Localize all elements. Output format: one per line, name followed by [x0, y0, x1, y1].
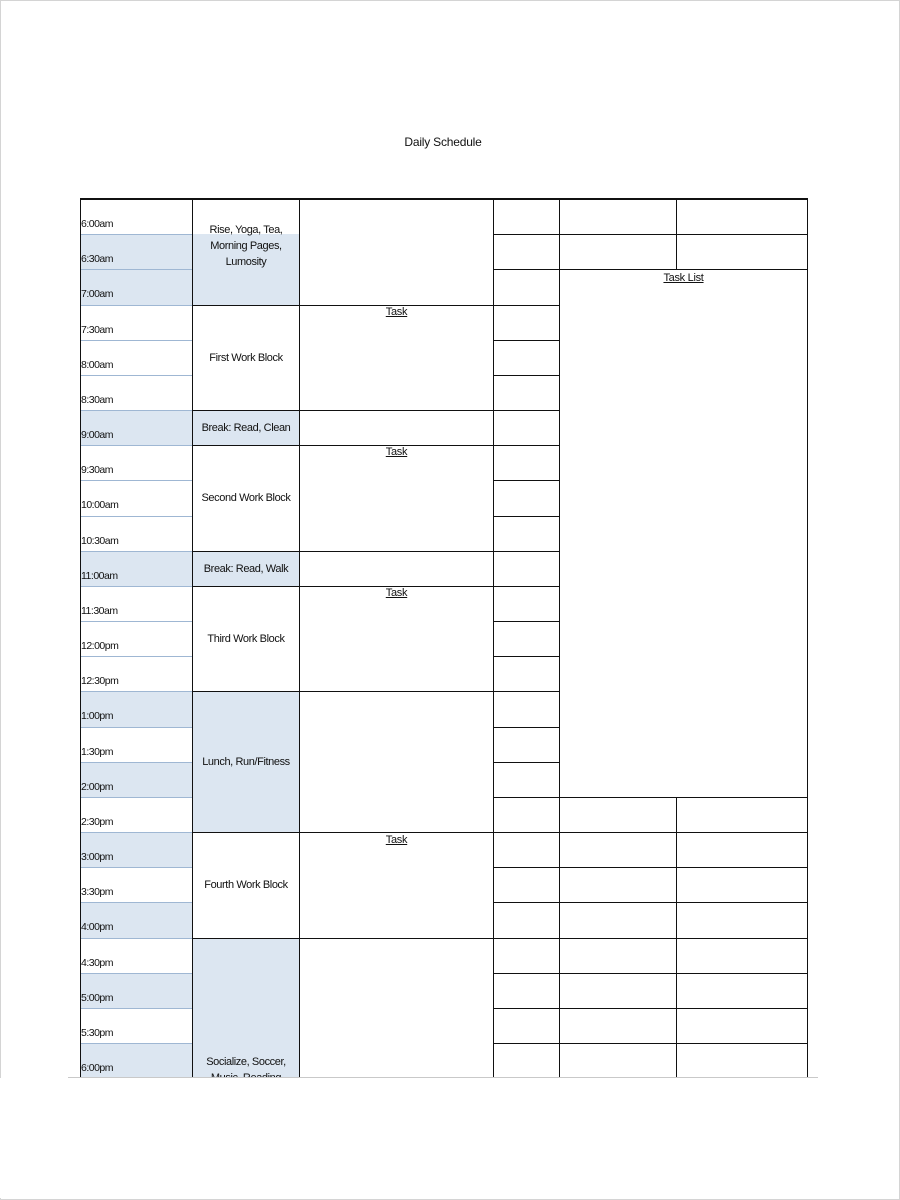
time-label: 9:00am — [81, 429, 114, 441]
check-row-line — [493, 727, 560, 728]
time-row-divider — [81, 797, 192, 798]
check-row-line — [493, 445, 560, 446]
time-row-divider — [81, 269, 192, 270]
check-row-line — [493, 797, 560, 798]
time-label: 5:00pm — [81, 992, 114, 1004]
time-row-divider — [81, 867, 192, 868]
time-row-divider — [81, 1043, 192, 1044]
activity-label: Break: Read, Walk — [203, 562, 289, 575]
time-label: 8:30am — [81, 394, 114, 406]
activity-label: Fourth Work Block — [204, 879, 288, 891]
time-row-divider — [81, 445, 192, 446]
task-header: Task — [385, 306, 408, 318]
activity-label: Rise, Yoga, Tea, Morning Pages, Lumosity — [209, 224, 283, 268]
activity-label: First Work Block — [209, 351, 283, 364]
check-row-line — [493, 234, 560, 235]
time-label: 12:00pm — [81, 640, 119, 652]
check-row-line — [493, 1008, 560, 1009]
check-row-line — [493, 1043, 560, 1044]
time-label: 6:00am — [81, 218, 114, 230]
time-label: 3:30pm — [81, 886, 114, 898]
time-label: 3:00pm — [81, 851, 114, 863]
time-row-divider — [81, 305, 192, 306]
time-row-divider — [81, 551, 192, 552]
check-row-line — [493, 867, 560, 868]
time-label: 2:30pm — [81, 816, 114, 828]
right-bottom-row-line — [559, 1008, 808, 1009]
right-bottom-divider — [676, 797, 677, 1077]
time-row-divider — [81, 938, 192, 939]
time-row-divider — [81, 973, 192, 974]
time-label: 10:30am — [81, 535, 119, 547]
check-row-line — [493, 656, 560, 657]
activity-label: Socialize, Soccer, — [206, 1056, 286, 1068]
check-column-border — [559, 198, 560, 1077]
grid-right-border — [807, 198, 808, 1077]
page-cut-line — [68, 1077, 818, 1078]
time-label: 6:30am — [81, 253, 114, 265]
check-row-line — [493, 586, 560, 587]
check-row-line — [493, 762, 560, 763]
time-label: 4:00pm — [81, 921, 114, 933]
check-row-line — [493, 902, 560, 903]
time-row-divider — [81, 621, 192, 622]
time-label: 11:00am — [81, 570, 118, 582]
time-label: 1:30pm — [81, 746, 114, 758]
check-row-line — [493, 340, 560, 341]
right-bottom-row-line — [559, 1043, 808, 1044]
right-top-row-line — [559, 269, 808, 270]
activity-label: Break: Read, Clean — [201, 421, 291, 434]
time-row-divider — [81, 234, 192, 235]
time-row-divider — [81, 902, 192, 903]
time-label: 8:00am — [81, 359, 114, 371]
right-top-row-line — [559, 234, 808, 235]
check-row-line — [493, 551, 560, 552]
time-row-divider — [81, 480, 192, 481]
check-row-line — [493, 410, 560, 411]
time-label: 11:30am — [81, 605, 118, 617]
check-row-line — [493, 305, 560, 306]
time-row-divider — [81, 762, 192, 763]
time-label: 7:00am — [81, 288, 114, 300]
right-bottom-row-line — [559, 973, 808, 974]
block-divider — [192, 938, 494, 939]
time-row-divider — [81, 1008, 192, 1009]
time-row-divider — [81, 727, 192, 728]
activity-column-border — [299, 198, 300, 1077]
right-bottom-row-line — [559, 938, 808, 939]
time-row-divider — [81, 340, 192, 341]
time-label: 6:00pm — [81, 1062, 114, 1074]
time-row-divider — [81, 656, 192, 657]
time-label: 7:30am — [81, 324, 114, 336]
task-header: Task — [385, 446, 408, 458]
time-label: 4:30pm — [81, 957, 114, 969]
time-label: 5:30pm — [81, 1027, 114, 1039]
right-bottom-row-line — [559, 867, 808, 868]
grid-top-border — [80, 199, 808, 200]
right-bottom-row-line — [559, 797, 808, 798]
activity-label: Third Work Block — [207, 632, 285, 645]
task-list-header: Task List — [663, 272, 704, 284]
time-row-divider — [81, 832, 192, 833]
check-row-line — [493, 516, 560, 517]
time-row-divider — [81, 516, 192, 517]
check-row-line — [493, 973, 560, 974]
time-row-divider — [81, 375, 192, 376]
check-row-line — [493, 269, 560, 270]
time-label: 2:00pm — [81, 781, 114, 793]
time-label: 10:00am — [81, 499, 119, 511]
right-bottom-row-line — [559, 832, 808, 833]
right-bottom-row-line — [559, 902, 808, 903]
check-row-line — [493, 691, 560, 692]
page-title: Daily Schedule — [404, 135, 482, 149]
task-header: Task — [385, 587, 408, 599]
time-row-divider — [81, 691, 192, 692]
activity-label: Second Work Block — [201, 492, 291, 504]
check-row-line — [493, 480, 560, 481]
time-label: 1:00pm — [81, 710, 114, 722]
time-label: 12:30pm — [81, 675, 119, 687]
time-row-divider — [81, 410, 192, 411]
check-row-line — [493, 832, 560, 833]
check-row-line — [493, 375, 560, 376]
time-row-divider — [81, 586, 192, 587]
check-row-line — [493, 938, 560, 939]
task-header: Task — [385, 834, 408, 846]
time-label: 9:30am — [81, 464, 114, 476]
page-break-mask — [0, 1078, 898, 1198]
activity-label: Lunch, Run/Fitness — [202, 755, 290, 768]
task-column-border — [493, 198, 494, 1077]
check-row-line — [493, 621, 560, 622]
